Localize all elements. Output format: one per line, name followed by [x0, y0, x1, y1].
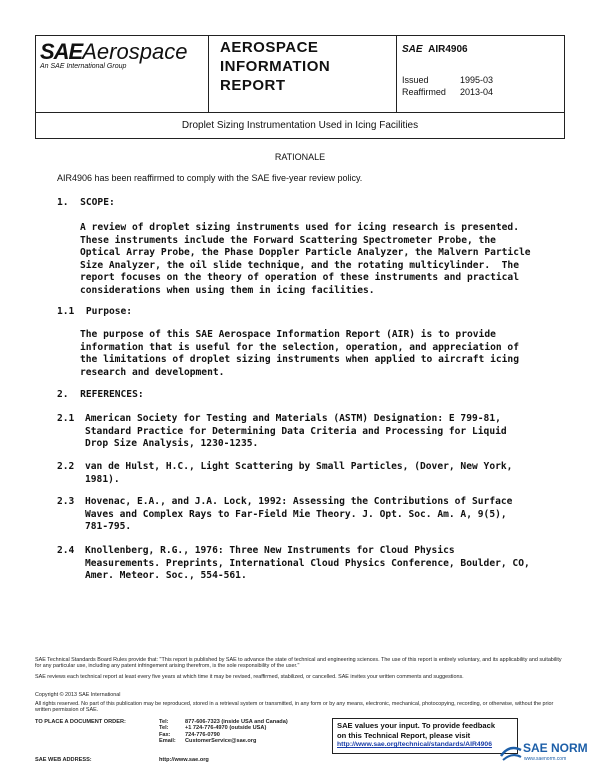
order-contacts: [159, 719, 288, 745]
reference-number: 2.1: [57, 413, 75, 424]
reference-line: 781-795.: [85, 521, 132, 532]
purpose-line: the limitations of droplet sizing instruments when applied to aircraft icing: [80, 354, 519, 365]
scope-line: Size Analyzer, the oil slide technique, and the rotating multicylinder. The: [80, 259, 519, 271]
reference-line: Knollenberg, R.G., 1976: Three New Instruments for Cloud Physics: [85, 545, 455, 556]
reaffirmed-label: Reaffirmed: [402, 87, 446, 97]
reference-number: 2.2: [57, 461, 75, 472]
contact-value: +1 724-776-4970 (outside USA): [185, 725, 267, 732]
purpose-heading: 1.1 Purpose:: [57, 306, 133, 317]
logo-aerospace-text: Aerospace: [82, 39, 188, 64]
contact-label: Tel:: [159, 725, 169, 732]
title-line-2: INFORMATION: [220, 58, 331, 75]
web-address-label: SAE WEB ADDRESS:: [35, 757, 92, 763]
doc-number: AIR4906: [428, 44, 468, 55]
reference-line: American Society for Testing and Materials (ASTM) Designation: E 799-81,: [85, 413, 501, 424]
footer-rules: SAE Technical Standards Board Rules provide that: "This report is published by SAE to advance the state of technical and engineering sciences. The use of this report is entirely voluntary, and its applicability and suitability for any particular use, including any patent infringement arising therefrom, is the sole responsibility of the user.": [35, 657, 562, 670]
reference-line: Drop Size Analysis, 1230-1235.: [85, 438, 259, 449]
scope-line: Optical Array Probe, the Phase Doppler Particle Analyzer, the Malvern Particle: [80, 247, 531, 258]
logo-group-text: An SAE International Group: [40, 63, 127, 70]
feedback-line-1: SAE values your input. To provide feedback: [337, 721, 496, 730]
feedback-box: [332, 718, 518, 754]
saenorm-logo: [497, 738, 600, 768]
web-address-link[interactable]: http://www.sae.org: [159, 757, 209, 763]
doc-sae-mark: SAE: [402, 44, 423, 55]
feedback-link[interactable]: http://www.sae.org/technical/standards/AIR4906: [337, 741, 492, 748]
purpose-paragraph: [80, 329, 519, 379]
scope-line: report focuses on the theory of operation of these instruments and practical: [80, 272, 519, 283]
contact-label: Tel:: [159, 719, 169, 725]
scope-line: considerations when using them in icing facilities.: [80, 284, 375, 296]
scope-paragraph: [80, 222, 531, 297]
references-heading: 2. REFERENCES:: [57, 389, 144, 400]
contact-email-link[interactable]: CustomerService@sae.org: [185, 738, 257, 745]
saenorm-brand: SAE NORM: [523, 741, 588, 755]
document-title: Droplet Sizing Instrumentation Used in Icing Facilities: [35, 113, 565, 139]
reference-line: van de Hulst, H.C., Light Scattering by Small Particles, (Dover, New York,: [85, 461, 513, 472]
purpose-line: The purpose of this SAE Aerospace Information Report (AIR) is to provide: [80, 329, 496, 340]
purpose-line: research and development.: [80, 366, 225, 378]
contact-label: Fax:: [159, 731, 171, 738]
reference-number: 2.4: [57, 545, 75, 556]
scope-heading: 1. SCOPE:: [57, 197, 115, 208]
sae-aerospace-logo: [36, 36, 209, 112]
reference-number: 2.3: [57, 496, 75, 507]
contact-label: Email:: [159, 738, 176, 745]
title-line-1: AEROSPACE: [220, 39, 319, 56]
contact-value: 877-606-7323 (inside USA and Canada): [185, 719, 288, 725]
report-type-title: [208, 36, 397, 112]
order-label: TO PLACE A DOCUMENT ORDER:: [35, 719, 126, 725]
document-header: [35, 35, 565, 113]
reference-line: Standard Practice for Determining Data Criteria and Processing for Liquid: [85, 425, 507, 437]
issued-label: Issued: [402, 75, 429, 85]
feedback-line-2: on this Technical Report, please visit: [337, 730, 471, 740]
rationale-text: AIR4906 has been reaffirmed to comply with the SAE five-year review policy.: [57, 173, 363, 183]
logo-sae-text: SAE: [40, 39, 83, 64]
purpose-line: information that is useful for the selection, operation, and appreciation of: [80, 341, 519, 353]
reference-line: 1981).: [85, 473, 120, 485]
scope-line: A review of droplet sizing instruments used for icing research is presented.: [80, 222, 519, 233]
footer-copyright: Copyright © 2013 SAE International: [35, 692, 121, 698]
reference-line: Waves and Complex Rays to Far-Field Mie Theory. J. Opt. Soc. Am. A, 9(5),: [85, 508, 507, 520]
issued-value: 1995-03: [460, 75, 494, 85]
footer-rights: All rights reserved. No part of this publication may be reproduced, stored in a retrieval system or transmitted, in any form or by any means, electronic, mechanical, photocopying, recording, or otherwise, without the prior written permission of SAE.: [35, 701, 554, 714]
document-info: [396, 36, 564, 112]
title-line-3: REPORT: [220, 77, 286, 94]
reaffirmed-value: 2013-04: [460, 87, 494, 97]
scope-line: These instruments include the Forward Scattering Spectrometer Probe, the: [80, 234, 496, 246]
footer-review: SAE reviews each technical report at least every five years at which time it may be revised, reaffirmed, stabilized, or cancelled. SAE invites your written comments and suggestions.: [35, 674, 464, 680]
contact-value: 724-776-0790: [185, 731, 220, 738]
saenorm-url: www.saenorm.com: [524, 756, 567, 762]
reference-line: Measurements. Preprints, International Cloud Physics Conference, Boulder, CO,: [85, 557, 530, 569]
reference-line: Amer. Meteor. Soc., 554-561.: [85, 570, 247, 581]
reference-line: Hovenac, E.A., and J.A. Lock, 1992: Assessing the Contributions of Surface: [85, 496, 513, 507]
rationale-heading: RATIONALE: [274, 152, 326, 162]
